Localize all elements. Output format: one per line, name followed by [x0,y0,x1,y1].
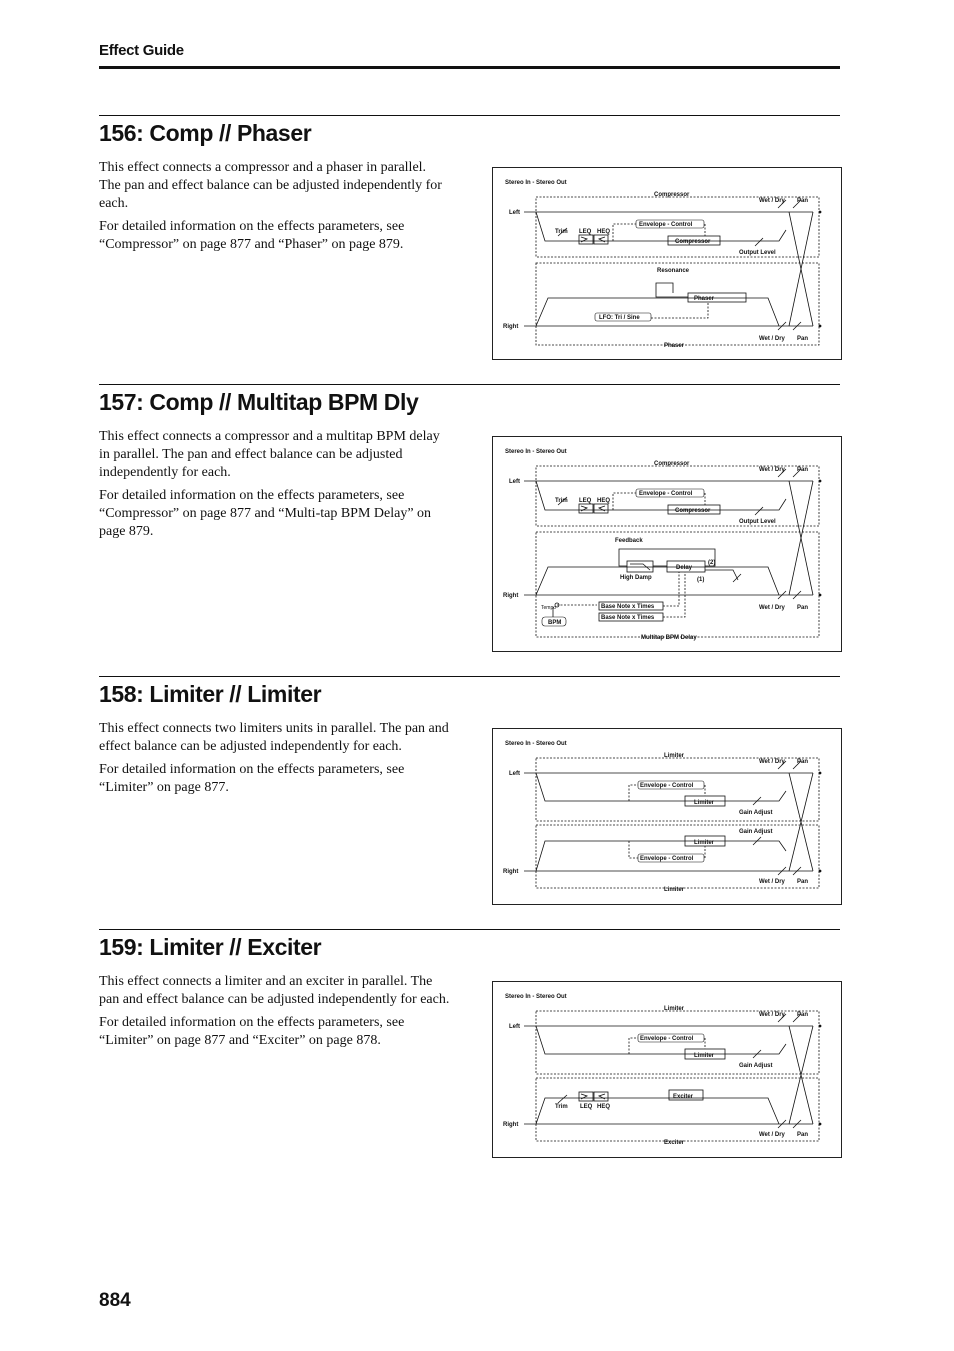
left-label: Left [509,771,520,777]
wetdry-label: Wet / Dry [759,1132,785,1138]
section-rule [99,676,840,677]
io-label: Stereo In - Stereo Out [505,994,567,1000]
right-label: Right [503,869,519,875]
leq-label: LEQ [579,229,592,235]
envelope-label: Envelope - Control [639,491,693,497]
io-label: Stereo In - Stereo Out [505,741,567,747]
delay-label: Delay [676,565,693,571]
limiter-label: Limiter [694,1053,715,1059]
header-title: Effect Guide [99,42,184,59]
pan-label: Pan [797,336,809,342]
wetdry-label: Wet / Dry [759,467,785,473]
pan-label: Pan [797,879,809,885]
pan-label: Pan [797,1012,809,1018]
trim-label: Trim [555,498,568,504]
tap-2-label: (2) [708,560,716,566]
high-damp-label: High Damp [620,575,652,581]
leq-label: LEQ [579,498,592,504]
phaser-label: Phaser [694,296,715,302]
envelope-label: Envelope - Control [640,1036,694,1042]
envelope-label: Envelope - Control [640,856,694,862]
paragraph: This effect connects a compressor and a multitap BPM delay in parallel. The pan and effect balance can be adjusted independently for each. [99,429,440,480]
block-name-top: Limiter [664,753,685,759]
envelope-label: Envelope - Control [640,783,694,789]
section-body [99,428,451,546]
block-name-bottom: Limiter [664,887,685,893]
section-body [99,720,451,802]
section-title: 157: Comp // Multitap BPM Dly [99,389,419,415]
section-comp-multitap [99,384,840,654]
io-label: Stereo In - Stereo Out [505,449,567,455]
block-diagram [492,436,842,652]
base-note-label: Base Note x Times [601,604,655,610]
section-body [99,973,451,1055]
paragraph: For detailed information on the effects parameters, see “Compressor” on page 877 and “Multi-tap BPM Delay” on page 879. [99,488,432,539]
wetdry-label: Wet / Dry [759,879,785,885]
right-label: Right [503,324,519,330]
page-number: 884 [99,1290,131,1311]
compressor-label: Compressor [675,508,711,514]
wetdry-label: Wet / Dry [759,605,785,611]
heq-label: HEQ [597,498,611,504]
paragraph: This effect connects a limiter and an exciter in parallel. The pan and effect balance can be adjusted independently for each. [99,974,450,1007]
paragraph: This effect connects two limiters units in parallel. The pan and effect balance can be adjusted independently for each. [99,721,449,754]
section-rule [99,929,840,930]
limiter-label: Limiter [694,840,715,846]
right-label: Right [503,593,519,599]
exciter-label: Exciter [673,1094,694,1100]
wetdry-label: Wet / Dry [759,198,785,204]
section-rule [99,115,840,116]
tap-1-label: (1) [697,577,705,583]
pan-label: Pan [797,605,809,611]
right-label: Right [503,1122,519,1128]
paragraph: For detailed information on the effects parameters, see “Limiter” on page 877. [99,762,405,795]
output-level-label: Output Level [739,519,776,525]
block-name-top: Compressor [654,461,690,467]
trim-label: Trim [555,229,568,235]
paragraph: This effect connects a compressor and a phaser in parallel. The pan and effect balance can be adjusted independently for each. [99,160,442,211]
pan-label: Pan [797,467,809,473]
left-label: Left [509,1024,520,1030]
gain-adjust-label: Gain Adjust [739,810,773,816]
pan-label: Pan [797,759,809,765]
base-note-label: Base Note x Times [601,615,655,621]
wetdry-label: Wet / Dry [759,759,785,765]
left-label: Left [509,210,520,216]
section-body [99,159,451,259]
block-diagram [492,728,842,905]
wetdry-label: Wet / Dry [759,336,785,342]
resonance-label: Resonance [657,268,690,274]
left-label: Left [509,479,520,485]
io-label: Stereo In - Stereo Out [505,180,567,186]
limiter-label: Limiter [694,800,715,806]
pan-label: Pan [797,198,809,204]
lfo-label: LFO: Tri / Sine [599,315,640,321]
wetdry-label: Wet / Dry [759,1012,785,1018]
gain-adjust-label: Gain Adjust [739,1063,773,1069]
block-diagram [492,167,842,360]
header-rule [99,66,840,69]
gain-adjust-label: Gain Adjust [739,829,773,835]
pan-label: Pan [797,1132,809,1138]
section-title: 158: Limiter // Limiter [99,681,322,707]
section-limiter-exciter [99,929,840,1161]
section-limiter-limiter [99,676,840,908]
block-name-bottom: Multitap BPM Delay [641,635,697,641]
envelope-label: Envelope - Control [639,222,693,228]
block-diagram [492,981,842,1158]
feedback-label: Feedback [615,538,643,544]
heq-label: HEQ [597,229,611,235]
trim-label: Trim [555,1104,568,1110]
paragraph: For detailed information on the effects parameters, see “Limiter” on page 877 and “Exciter” on page 878. [99,1015,405,1048]
output-level-label: Output Level [739,250,776,256]
paragraph: For detailed information on the effects parameters, see “Compressor” on page 877 and “Phaser” on page 879. [99,219,405,252]
bpm-label: BPM [548,620,562,626]
block-name-top: Compressor [654,192,690,198]
section-rule [99,384,840,385]
tempo-label: Tempo [541,605,557,611]
block-name-bottom: Phaser [664,343,685,349]
heq-label: HEQ [597,1104,611,1110]
block-name-top: Limiter [664,1006,685,1012]
section-title: 156: Comp // Phaser [99,120,312,146]
leq-label: LEQ [580,1104,593,1110]
section-title: 159: Limiter // Exciter [99,934,322,960]
compressor-label: Compressor [675,239,711,245]
section-comp-phaser [99,115,840,361]
block-name-bottom: Exciter [664,1140,685,1146]
